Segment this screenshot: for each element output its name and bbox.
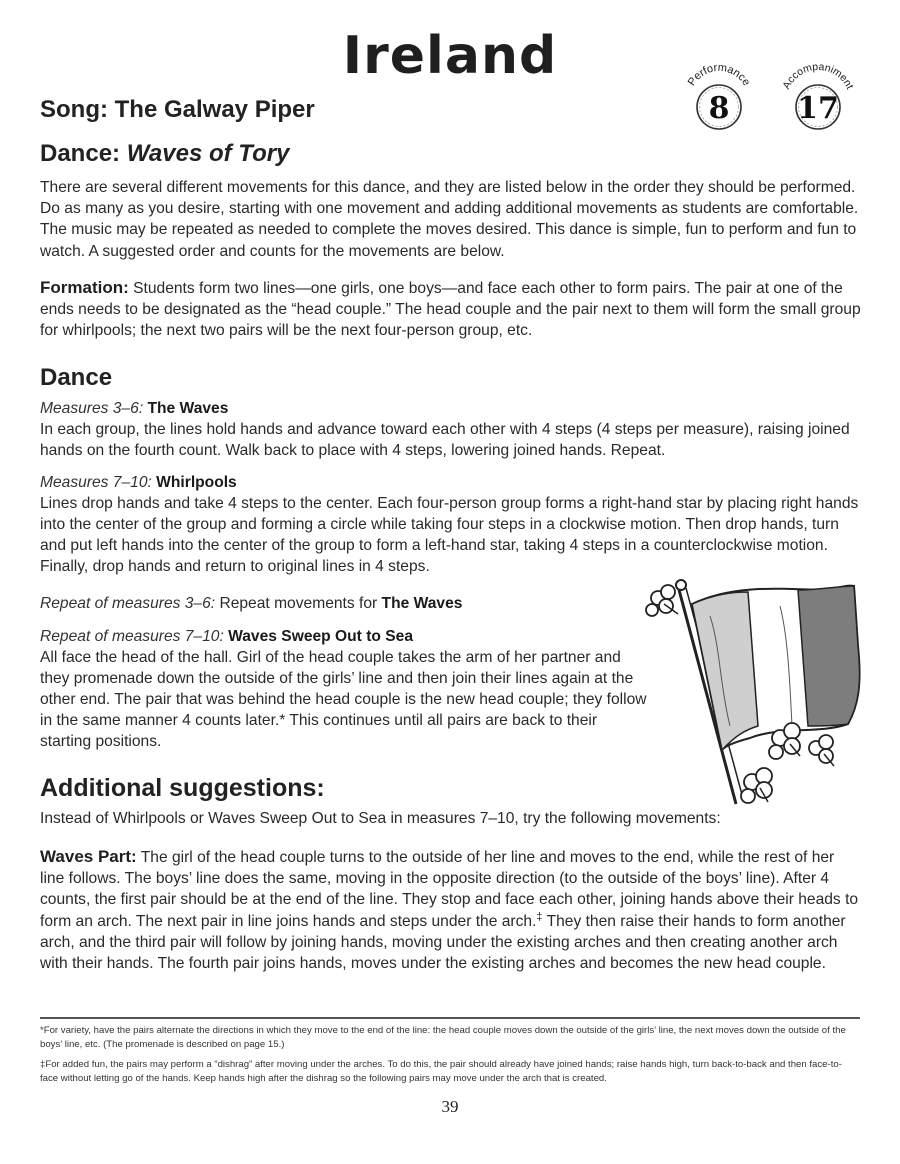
additional-intro: Instead of Whirlpools or Waves Sweep Out to Sea in measures 7–10, try the following movements: [40,810,721,827]
song-title: Song: The Galway Piper [40,96,315,123]
irish-flag-illustration [640,576,890,816]
section-prefix: Repeat movements for [219,595,378,612]
footnote-mark: ‡ [536,910,543,923]
section-name: The Waves [381,595,463,612]
intro-paragraph: There are several different movements for this dance, and they are listed below in the order they should be performed. Do as many as you desire, starting with one movement and adding additional movements as students are comfortable. The music may be repeated as needed to complete the moves desired. This dance is simple, fun to perform and fun to watch. A suggested order and counts for the movements are below. [40,179,859,260]
dance-name: Waves of Tory [126,140,290,167]
waves-part-text-continued: They then raise their hands to form another arch, and the third pair will follow by joining hands, moving under the existing arches and then creating another arch with their hands. The fourth pair joins hands, moves under the existing arches and becomes the new head couple. [40,912,846,973]
page-title: Ireland [342,26,558,86]
formation-paragraph [40,277,862,342]
dance-prefix: Dance: [40,140,121,167]
section-name: Waves Sweep Out to Sea [228,628,413,645]
section-text: Lines drop hands and take 4 steps to the center. Each four-person group forms a right-hand star by placing right hands into the center of the group and forming a circle while taking four steps in a clockwise motion. Then drop hands, turn and put left hands into the center of the group to form a left-hand star, taking 4 steps in a counterclockwise motion. Finally, drop hands and return to original lines in 4 steps. [40,495,859,575]
footnote: *For variety, have the pairs alternate the directions in which they move to the end of the line: the head couple moves down the outside of the girls’ line, the next moves down the outside of the boys’ line, etc. (The promenade is described on page 15.) [40,1025,846,1050]
section-measures: Repeat of measures 7–10: [40,628,224,645]
section-waves-sweep [40,626,650,752]
accompaniment-track-badge [780,60,856,132]
svg-text:Performance [686,62,753,88]
formation-label: Formation: [40,278,129,297]
section-measures: Repeat of measures 3–6: [40,595,216,612]
cd-icon [780,60,856,132]
section-text: In each group, the lines hold hands and advance toward each other with 4 steps (4 steps per measure), raising joined hands on the fourth count. Walk back to place with 4 steps, lowering joined hands. Repeat. [40,421,850,459]
additional-heading: Additional suggestions: [40,774,325,802]
dance-title [40,140,289,168]
accompaniment-label: Accompaniment [780,60,856,92]
waves-part-paragraph [40,846,862,974]
footnote: ‡For added fun, the pairs may perform a “dishrag” after moving under the arches. To do this, the pair should already have joined hands; raise hands high, turn back-to-back and then face-to-face without letting go of the hands. Keep hands high after the dishrag so the following pairs may move under the arch that is created. [40,1059,842,1084]
formation-text: Students form two lines—one girls, one boys—and face each other to form pairs. The pair at one of the ends needs to be designated as the “head couple.” The head couple and the pair next to them will form the small group for whirlpools; the next two pairs will be the next four-person group, etc. [40,280,861,340]
cd-icon [684,62,754,132]
performance-number: 8 [708,91,730,126]
section-measures: Measures 3–6: [40,400,144,417]
section-name: Whirlpools [156,474,237,491]
performance-label: Performance [685,61,753,89]
waves-part-text: The girl of the head couple turns to the outside of her line and moves to the end, while the rest of her line follows. The boys’ line does the same, moving in the opposite direction (to the outside of the boys’ line). After 4 counts, the first pair should be at the end of the line. They stop and face each other, joining hands above their heads to form an arch. The next pair in line joins hands and steps under the arch. [40,849,859,930]
waves-part-label: Waves Part: [40,847,137,866]
section-measures: Measures 7–10: [40,474,152,491]
section-text: All face the head of the hall. Girl of the head couple takes the arm of her partner and they promenade down the outside of the girls’ line and then join their lines again at the other end. The pair that was behind the head couple is the new head couple; they follow in the same manner 4 counts later.* This continues until all pairs are back to their starting positions. [40,649,647,750]
section-name: The Waves [147,400,229,417]
section-the-waves [40,398,862,461]
dance-heading: Dance [40,364,113,391]
performance-track-badge [684,62,754,132]
page-number: 39 [441,1097,459,1116]
accompaniment-number: 17 [797,91,839,126]
section-whirlpools [40,472,862,577]
footnote-divider [40,1017,860,1019]
